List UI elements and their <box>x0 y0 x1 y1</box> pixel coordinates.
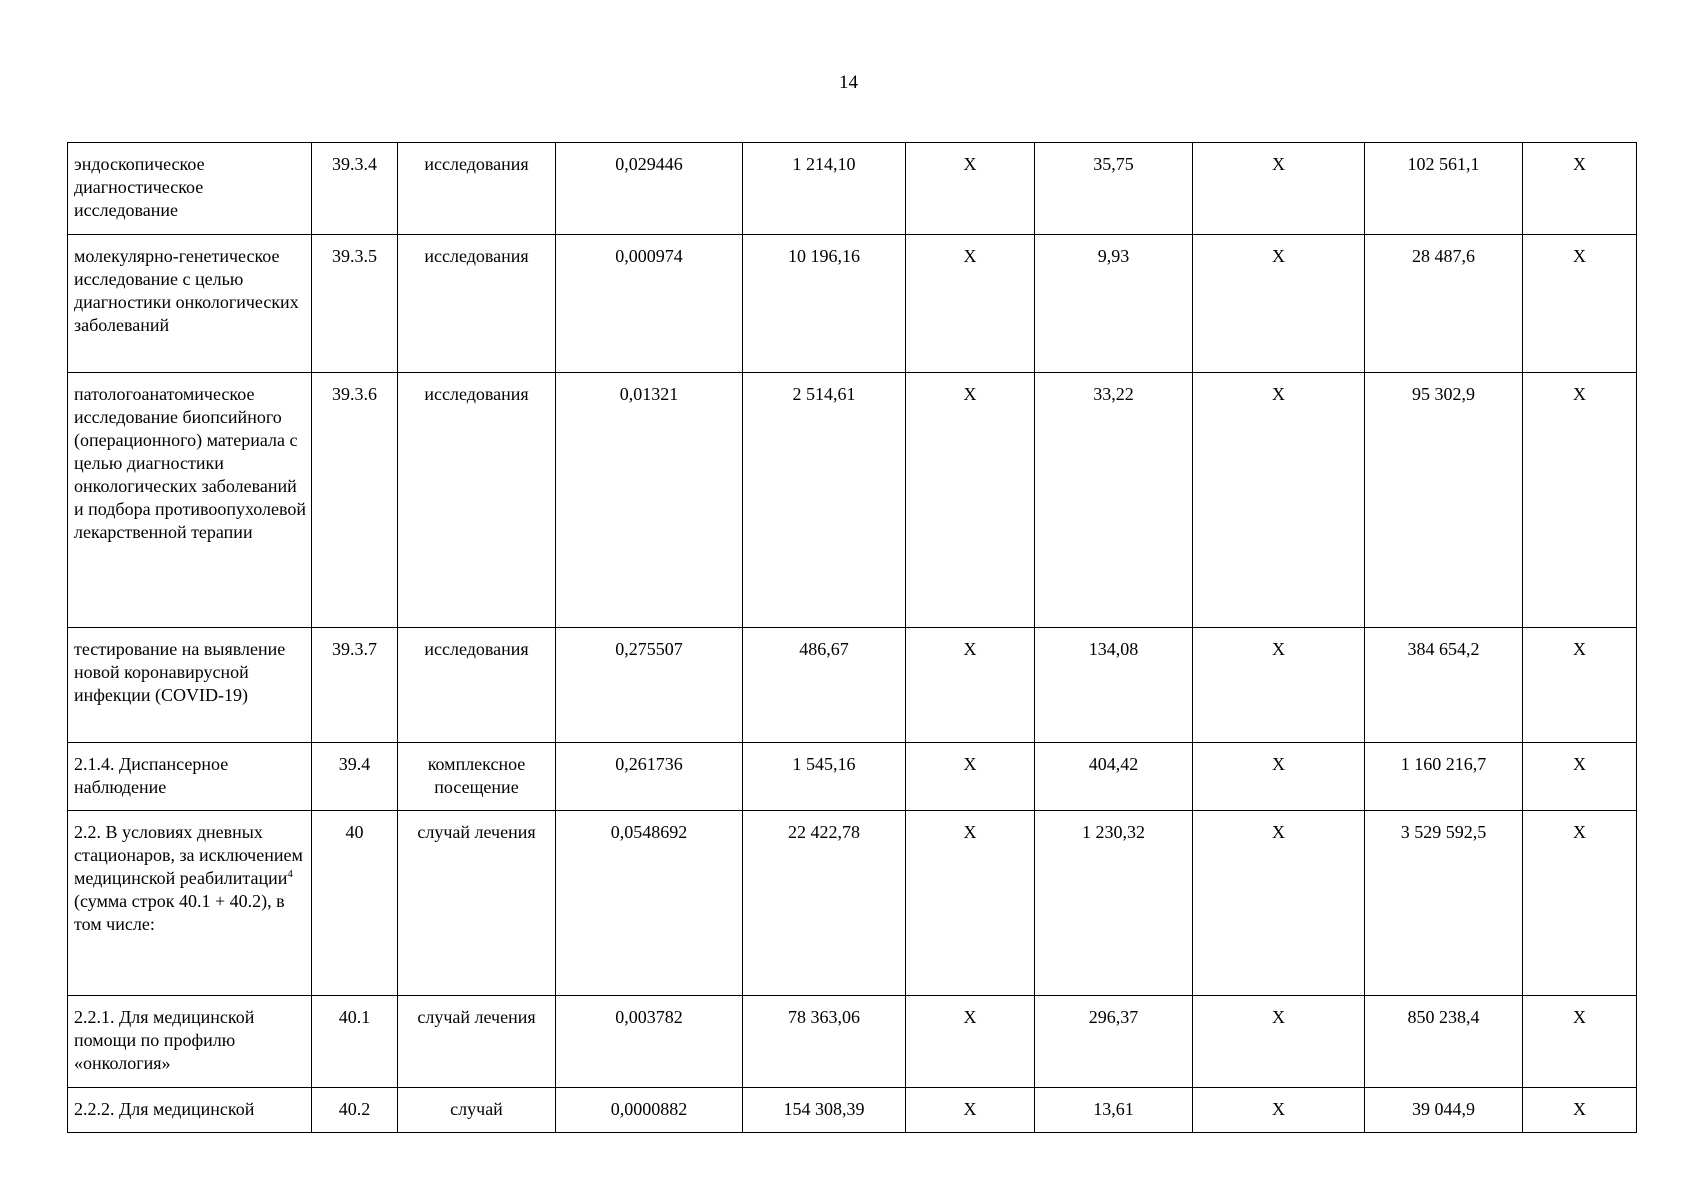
row-unit: случай лечения <box>398 811 556 996</box>
row-total: 28 487,6 <box>1365 235 1523 373</box>
row-cost: 10 196,16 <box>743 235 906 373</box>
row-total: 1 160 216,7 <box>1365 743 1523 811</box>
row-norm: 0,0548692 <box>556 811 743 996</box>
row-x1: Х <box>906 628 1035 743</box>
row-name: молекулярно-генетическое исследование с целью диагностики онкологических заболеваний <box>68 235 312 373</box>
row-total: 95 302,9 <box>1365 373 1523 628</box>
row-x1: Х <box>906 996 1035 1088</box>
row-per-capita: 404,42 <box>1035 743 1193 811</box>
row-per-capita: 33,22 <box>1035 373 1193 628</box>
row-x3: Х <box>1523 143 1637 235</box>
row-unit: исследования <box>398 235 556 373</box>
row-cost: 154 308,39 <box>743 1088 906 1133</box>
table-row <box>68 1088 1637 1133</box>
row-unit: случай лечения <box>398 996 556 1088</box>
row-norm: 0,261736 <box>556 743 743 811</box>
row-norm: 0,000974 <box>556 235 743 373</box>
row-name: эндоскопическое диагностическое исследование <box>68 143 312 235</box>
row-code: 39.3.5 <box>312 235 398 373</box>
row-x2: Х <box>1193 373 1365 628</box>
row-per-capita: 35,75 <box>1035 143 1193 235</box>
row-unit: исследования <box>398 373 556 628</box>
row-norm: 0,01321 <box>556 373 743 628</box>
row-per-capita: 13,61 <box>1035 1088 1193 1133</box>
page-number: 14 <box>839 72 858 93</box>
row-x1: Х <box>906 235 1035 373</box>
table-row <box>68 628 1637 743</box>
row-unit: исследования <box>398 143 556 235</box>
row-total: 384 654,2 <box>1365 628 1523 743</box>
data-table <box>67 142 1637 1133</box>
row-x2: Х <box>1193 1088 1365 1133</box>
row-x1: Х <box>906 811 1035 996</box>
row-cost: 486,67 <box>743 628 906 743</box>
table-row <box>68 143 1637 235</box>
row-cost: 22 422,78 <box>743 811 906 996</box>
row-x3: Х <box>1523 811 1637 996</box>
row-code: 39.3.6 <box>312 373 398 628</box>
row-x2: Х <box>1193 743 1365 811</box>
row-unit: комплексное посещение <box>398 743 556 811</box>
footnote-marker: 4 <box>287 868 293 880</box>
row-name <box>68 811 312 996</box>
table-row <box>68 235 1637 373</box>
row-per-capita: 9,93 <box>1035 235 1193 373</box>
row-code: 39.3.4 <box>312 143 398 235</box>
row-code: 40.1 <box>312 996 398 1088</box>
row-name: 2.2.1. Для медицинской помощи по профилю «онкология» <box>68 996 312 1088</box>
row-code: 39.4 <box>312 743 398 811</box>
table-row <box>68 996 1637 1088</box>
row-name: 2.2.2. Для медицинской <box>68 1088 312 1133</box>
row-norm: 0,0000882 <box>556 1088 743 1133</box>
row-norm: 0,275507 <box>556 628 743 743</box>
row-x2: Х <box>1193 996 1365 1088</box>
row-cost: 78 363,06 <box>743 996 906 1088</box>
row-code: 40 <box>312 811 398 996</box>
row-unit: исследования <box>398 628 556 743</box>
row-x3: Х <box>1523 1088 1637 1133</box>
row-x2: Х <box>1193 811 1365 996</box>
row-norm: 0,003782 <box>556 996 743 1088</box>
row-x3: Х <box>1523 743 1637 811</box>
row-x3: Х <box>1523 235 1637 373</box>
row-per-capita: 1 230,32 <box>1035 811 1193 996</box>
table-row <box>68 811 1637 996</box>
row-total: 39 044,9 <box>1365 1088 1523 1133</box>
row-name-main: 2.2. В условиях дневных стационаров, за исключением медицинской реабилитации <box>74 822 303 888</box>
row-name-tail: (сумма строк 40.1 + 40.2), в том числе: <box>74 891 285 934</box>
row-x1: Х <box>906 743 1035 811</box>
row-total: 102 561,1 <box>1365 143 1523 235</box>
table-row <box>68 743 1637 811</box>
row-total: 850 238,4 <box>1365 996 1523 1088</box>
row-total: 3 529 592,5 <box>1365 811 1523 996</box>
row-code: 40.2 <box>312 1088 398 1133</box>
row-per-capita: 134,08 <box>1035 628 1193 743</box>
row-x2: Х <box>1193 143 1365 235</box>
row-x1: Х <box>906 373 1035 628</box>
row-cost: 1 545,16 <box>743 743 906 811</box>
row-norm: 0,029446 <box>556 143 743 235</box>
row-x2: Х <box>1193 235 1365 373</box>
table-row <box>68 373 1637 628</box>
row-cost: 1 214,10 <box>743 143 906 235</box>
row-name: патологоанатомическое исследование биопсийного (операционного) материала с целью диагностики онкологических заболеваний и подбора противоопухолевой лекарственной терапии <box>68 373 312 628</box>
row-x1: Х <box>906 1088 1035 1133</box>
row-x3: Х <box>1523 373 1637 628</box>
row-per-capita: 296,37 <box>1035 996 1193 1088</box>
row-x3: Х <box>1523 996 1637 1088</box>
row-x1: Х <box>906 143 1035 235</box>
row-name: 2.1.4. Диспансерное наблюдение <box>68 743 312 811</box>
row-x3: Х <box>1523 628 1637 743</box>
row-x2: Х <box>1193 628 1365 743</box>
row-name: тестирование на выявление новой коронавирусной инфекции (COVID-19) <box>68 628 312 743</box>
row-cost: 2 514,61 <box>743 373 906 628</box>
row-code: 39.3.7 <box>312 628 398 743</box>
row-unit: случай <box>398 1088 556 1133</box>
